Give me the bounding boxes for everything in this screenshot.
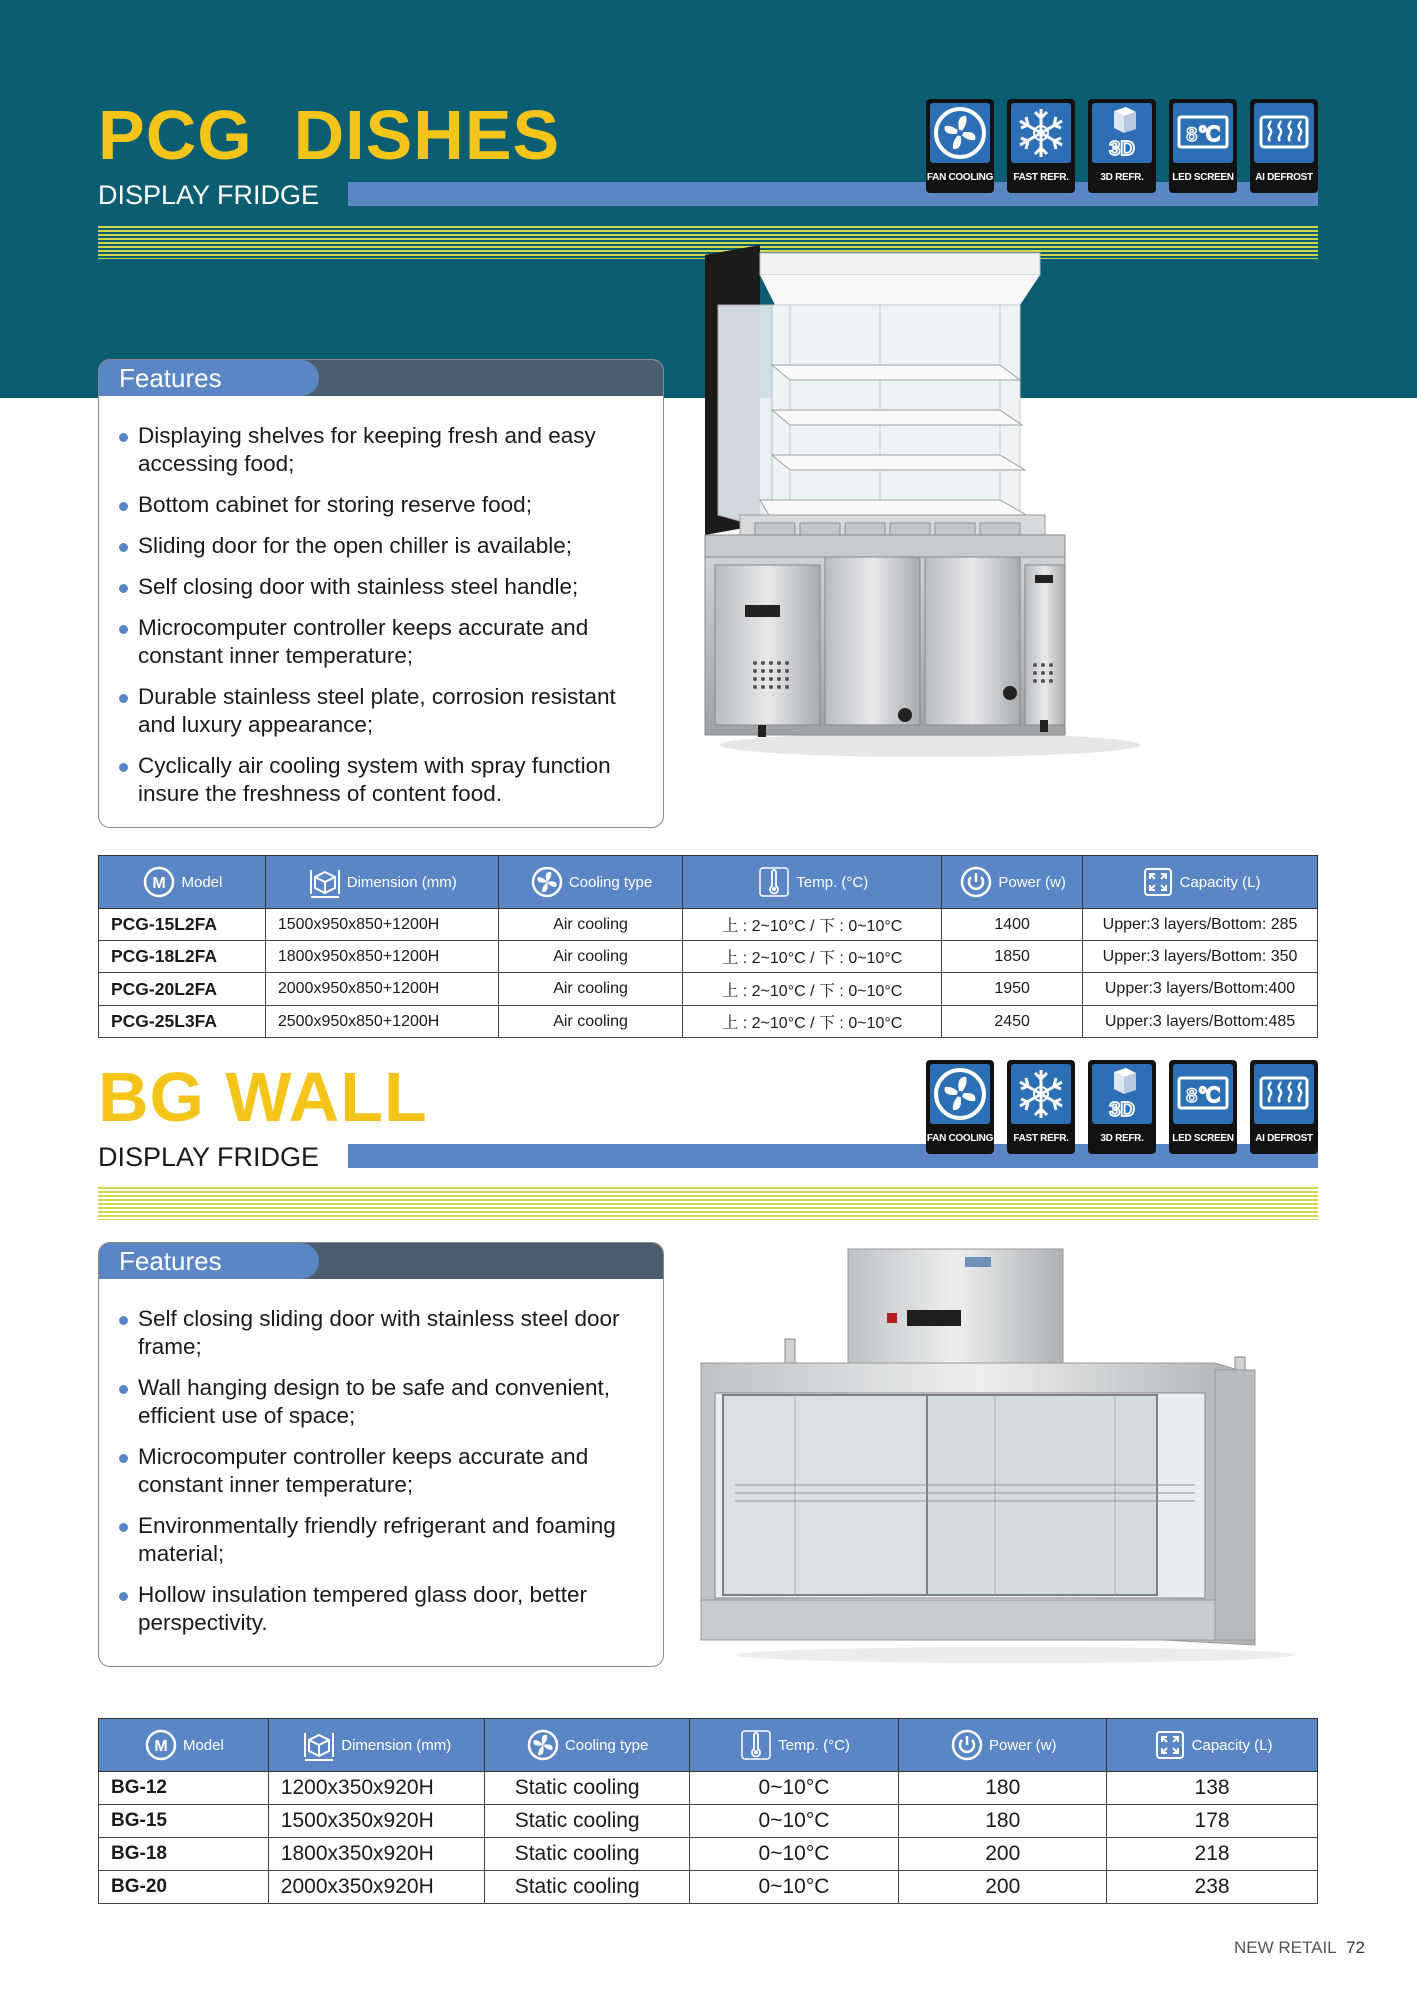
column-header-model: M Model: [99, 1719, 269, 1772]
3d-cube-icon: [1092, 1064, 1152, 1124]
thermometer-icon: [756, 864, 792, 900]
section2-feature-icons: [926, 1060, 1318, 1154]
section2-features-list: [117, 1305, 643, 1650]
3d-cube-icon-badge: 3D 3D REFR.: [1088, 1060, 1156, 1154]
section1-features-label: Features: [99, 360, 319, 396]
table-row: BG-20 2000x350x920H Static cooling 0~10°C 200 238: [99, 1871, 1318, 1904]
svg-text:3D: 3D: [1109, 1099, 1135, 1121]
table-header-row: [99, 856, 1318, 909]
snowflake-icon-badge: FAST REFR.: [1007, 1060, 1075, 1154]
feature-item: Bottom cabinet for storing reserve food;: [117, 491, 643, 519]
thermometer-icon: [738, 1727, 774, 1763]
column-header-dimension: Dimension (mm): [268, 1719, 484, 1772]
footer-label: NEW RETAIL: [1233, 1938, 1337, 1957]
section2-subtitle: DISPLAY FRIDGE: [98, 1142, 320, 1172]
pcg-dishes-fridge-image: [700, 245, 1150, 760]
model-icon: [141, 864, 177, 900]
page-number: 72: [1346, 1938, 1365, 1957]
dimension-icon: [307, 864, 343, 900]
svg-text:8℃: 8℃: [1185, 125, 1221, 148]
column-header-capacity: Capacity (L): [1107, 1719, 1318, 1772]
svg-text:M: M: [152, 875, 167, 892]
svg-text:8℃: 8℃: [1185, 1086, 1221, 1109]
feature-item: Cyclically air cooling system with spray function insure the freshness of content food.: [117, 752, 643, 808]
power-icon: [949, 1727, 985, 1763]
column-header-capacity: Capacity (L): [1083, 856, 1318, 909]
table-row: PCG-20L2FA 2000x950x850+1200H Air cooling 上 : 2~10°C / 下 : 0~10°C 1950 Upper:3 layers/Bottom:400: [99, 973, 1318, 1006]
table-row: PCG-18L2FA 1800x950x850+1200H Air cooling 上 : 2~10°C / 下 : 0~10°C 1850 Upper:3 layers/Bottom: 350: [99, 941, 1318, 973]
feature-item: Sliding door for the open chiller is available;: [117, 532, 643, 560]
model-icon: [143, 1727, 179, 1763]
capacity-icon: [1152, 1727, 1188, 1763]
led-screen-icon: [1173, 1064, 1233, 1124]
defrost-icon-badge: AI DEFROST: [1250, 1060, 1318, 1154]
fan-icon: [930, 1064, 990, 1124]
feature-item: Environmentally friendly refrigerant and foaming material;: [117, 1512, 643, 1568]
feature-item: Wall hanging design to be safe and convenient, efficient use of space;: [117, 1374, 643, 1430]
led-screen-icon: [1173, 103, 1233, 163]
column-header-power: Power (w): [942, 856, 1083, 909]
cooling-fan-icon: [525, 1727, 561, 1763]
page-footer: [1234, 1938, 1365, 1958]
section2-features-label: Features: [99, 1243, 319, 1279]
fan-icon-badge: FAN COOLING: [926, 99, 994, 193]
feature-item: Self closing sliding door with stainless steel door frame;: [117, 1305, 643, 1361]
section1-subtitle: DISPLAY FRIDGE: [98, 180, 320, 210]
section1-title: PCG DISHES: [98, 96, 561, 174]
column-header-cooling: Cooling type: [498, 856, 683, 909]
column-header-cooling: Cooling type: [484, 1719, 689, 1772]
table-header-row: [99, 1719, 1318, 1772]
led-screen-icon-badge: 8℃ LED SCREEN: [1169, 1060, 1237, 1154]
power-icon: [958, 864, 994, 900]
column-header-temp: Temp. (°C): [683, 856, 942, 909]
snowflake-icon: [1011, 1064, 1071, 1124]
section1-feature-icons: [926, 99, 1318, 193]
column-header-temp: Temp. (°C): [689, 1719, 899, 1772]
feature-item: Displaying shelves for keeping fresh and easy accessing food;: [117, 422, 643, 478]
section1-features-panel: [98, 359, 664, 828]
led-screen-icon-badge: 8℃ LED SCREEN: [1169, 99, 1237, 193]
bg-wall-fridge-image: [695, 1245, 1295, 1665]
section2-stripe-rule: [98, 1187, 1318, 1220]
defrost-icon: [1254, 103, 1314, 163]
svg-text:3D: 3D: [1109, 138, 1135, 160]
table-row: BG-12 1200x350x920H Static cooling 0~10°C 180 138: [99, 1772, 1318, 1805]
fan-icon: [930, 103, 990, 163]
defrost-icon: [1254, 1064, 1314, 1124]
defrost-icon-badge: AI DEFROST: [1250, 99, 1318, 193]
snowflake-icon: [1011, 103, 1071, 163]
3d-cube-icon-badge: 3D 3D REFR.: [1088, 99, 1156, 193]
section2-title: BG WALL: [98, 1058, 428, 1136]
column-header-power: Power (w): [899, 1719, 1107, 1772]
table-row: BG-15 1500x350x920H Static cooling 0~10°C 180 178: [99, 1805, 1318, 1838]
column-header-model: M Model: [99, 856, 266, 909]
cooling-fan-icon: [529, 864, 565, 900]
capacity-icon: [1140, 864, 1176, 900]
feature-item: Hollow insulation tempered glass door, better perspectivity.: [117, 1581, 643, 1637]
svg-text:M: M: [154, 1738, 168, 1755]
dimension-icon: [301, 1727, 337, 1763]
section2-spec-table: [98, 1718, 1318, 1904]
feature-item: Microcomputer controller keeps accurate and constant inner temperature;: [117, 614, 643, 670]
table-row: PCG-15L2FA 1500x950x850+1200H Air cooling 上 : 2~10°C / 下 : 0~10°C 1400 Upper:3 layers/Bottom: 285: [99, 909, 1318, 941]
section2-features-panel: [98, 1242, 664, 1667]
column-header-dimension: Dimension (mm): [265, 856, 498, 909]
section1-features-list: [117, 422, 643, 821]
feature-item: Microcomputer controller keeps accurate and constant inner temperature;: [117, 1443, 643, 1499]
section1-spec-table: [98, 855, 1318, 1038]
3d-cube-icon: [1092, 103, 1152, 163]
table-row: PCG-25L3FA 2500x950x850+1200H Air cooling 上 : 2~10°C / 下 : 0~10°C 2450 Upper:3 layers/Bottom:485: [99, 1006, 1318, 1038]
table-row: BG-18 1800x350x920H Static cooling 0~10°C 200 218: [99, 1838, 1318, 1871]
feature-item: Durable stainless steel plate, corrosion resistant and luxury appearance;: [117, 683, 643, 739]
fan-icon-badge: FAN COOLING: [926, 1060, 994, 1154]
feature-item: Self closing door with stainless steel handle;: [117, 573, 643, 601]
snowflake-icon-badge: FAST REFR.: [1007, 99, 1075, 193]
